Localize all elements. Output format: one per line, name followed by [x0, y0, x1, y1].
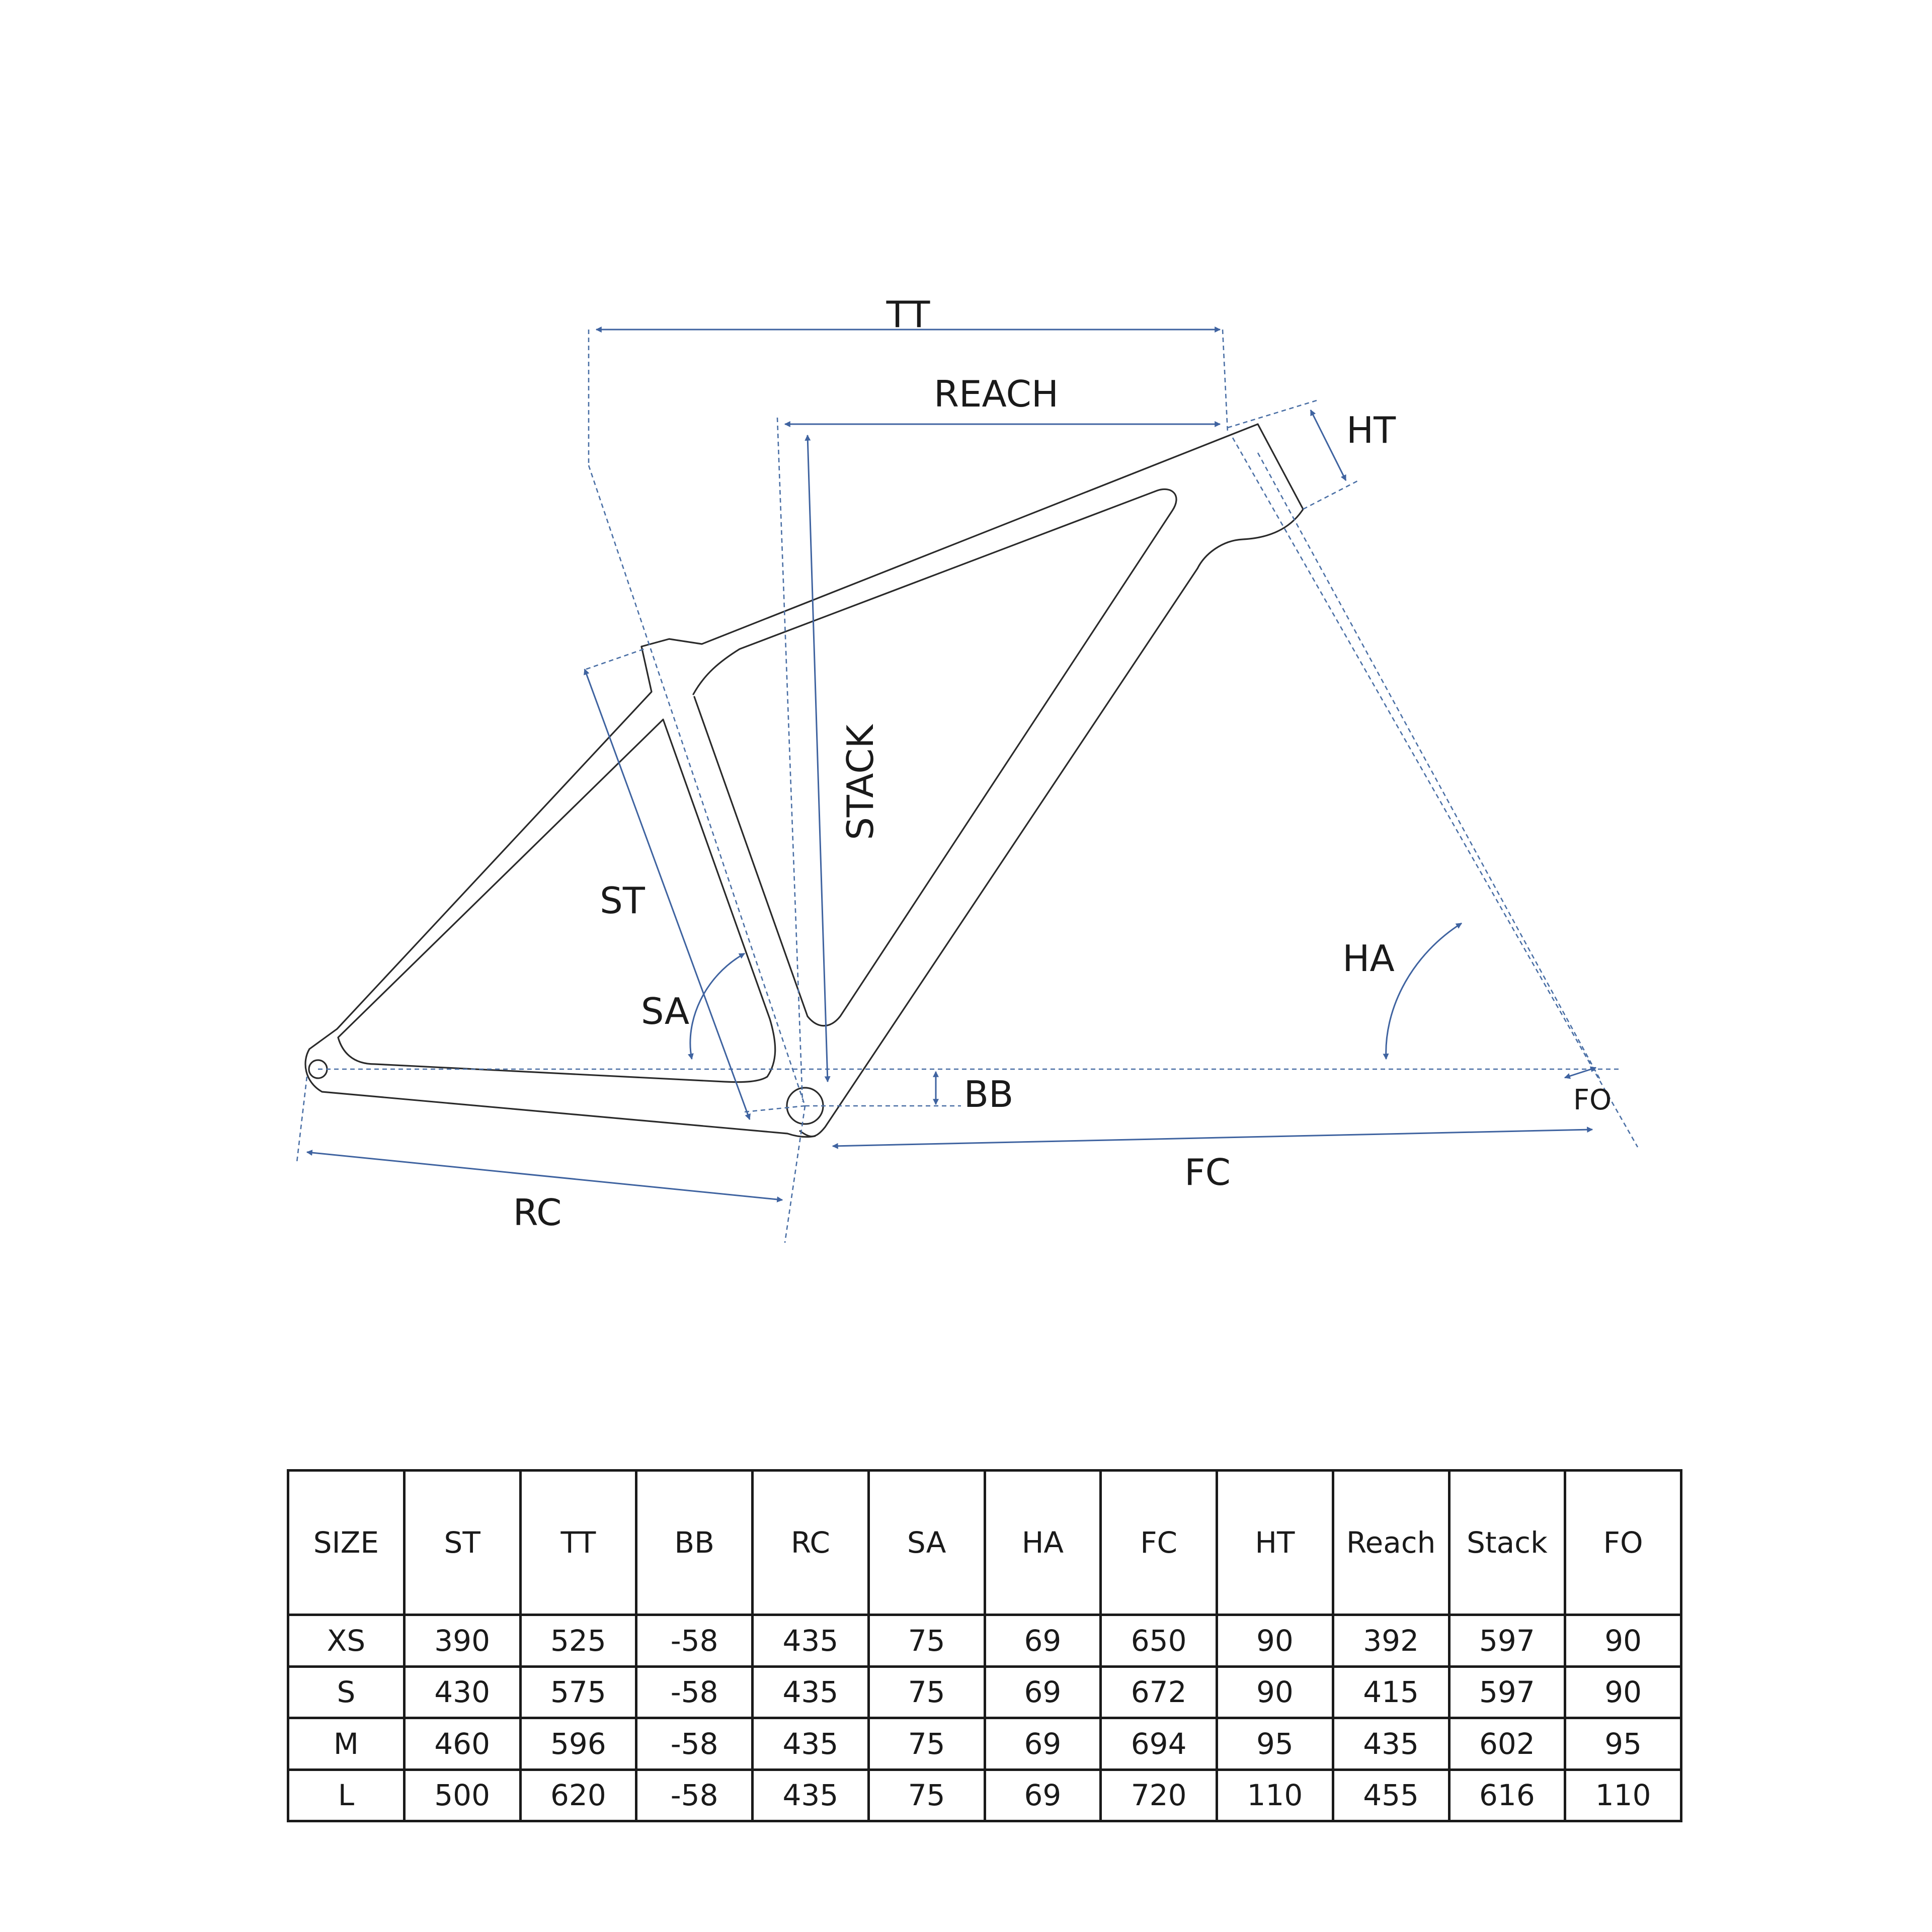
cell-sa: 75 — [868, 1718, 985, 1770]
cell-fo: 90 — [1565, 1666, 1681, 1718]
rc-right-guide — [785, 1106, 805, 1243]
cell-rc: 435 — [753, 1769, 869, 1821]
cell-stack: 597 — [1449, 1666, 1565, 1718]
cell-ht: 90 — [1217, 1666, 1333, 1718]
cell-bb: -58 — [636, 1769, 753, 1821]
reach-guide — [777, 418, 802, 1102]
dimension-arrows — [307, 330, 1596, 1200]
sa-arrow — [690, 953, 745, 1059]
main-triangle-inner — [693, 489, 1176, 1025]
dimension-labels — [513, 293, 1612, 1234]
cell-tt: 575 — [520, 1666, 636, 1718]
cell-fo: 90 — [1565, 1615, 1681, 1667]
cell-ht: 110 — [1217, 1769, 1333, 1821]
cell-reach: 415 — [1333, 1666, 1449, 1718]
header-ha: HA — [985, 1471, 1101, 1615]
seat-stay-inner — [338, 719, 775, 1082]
label-ha: HA — [1342, 937, 1395, 980]
header-fc: FC — [1101, 1471, 1217, 1615]
st-top-guide — [586, 649, 644, 669]
label-ht: HT — [1346, 409, 1396, 451]
cell-st: 460 — [404, 1718, 520, 1770]
cell-fc: 694 — [1101, 1718, 1217, 1770]
table-row — [288, 1769, 1681, 1821]
label-fo: FO — [1573, 1084, 1612, 1116]
table-row — [288, 1718, 1681, 1770]
label-st: ST — [600, 879, 645, 922]
cell-size: L — [288, 1769, 405, 1821]
header-stack: Stack — [1449, 1471, 1565, 1615]
down-tube-outer — [800, 569, 1197, 1137]
header-tt: TT — [520, 1471, 636, 1615]
header-st: ST — [404, 1471, 520, 1615]
cell-reach: 455 — [1333, 1769, 1449, 1821]
label-tt: TT — [886, 293, 930, 336]
cell-sa: 75 — [868, 1666, 985, 1718]
head-tube — [1197, 424, 1303, 569]
cell-ht: 90 — [1217, 1615, 1333, 1667]
header-reach: Reach — [1333, 1471, 1449, 1615]
table-row — [288, 1615, 1681, 1667]
cell-size: S — [288, 1666, 405, 1718]
ht-top-guide — [1228, 400, 1318, 428]
cell-stack: 616 — [1449, 1769, 1565, 1821]
header-sa: SA — [868, 1471, 985, 1615]
cell-tt: 525 — [520, 1615, 636, 1667]
cell-stack: 597 — [1449, 1615, 1565, 1667]
cell-fc: 720 — [1101, 1769, 1217, 1821]
label-stack: STACK — [839, 725, 881, 840]
label-reach: REACH — [934, 373, 1059, 415]
table-header-row — [288, 1471, 1681, 1615]
cell-st: 500 — [404, 1769, 520, 1821]
cell-bb: -58 — [636, 1718, 753, 1770]
header-rc: RC — [753, 1471, 869, 1615]
label-sa: SA — [640, 990, 690, 1032]
cell-rc: 435 — [753, 1666, 869, 1718]
fc-arrow — [833, 1130, 1592, 1146]
cell-ha: 69 — [985, 1769, 1101, 1821]
label-bb: BB — [963, 1073, 1014, 1115]
seat-tube-outer — [309, 647, 652, 1049]
rc-left-guide — [297, 1077, 307, 1162]
cell-sa: 75 — [868, 1615, 985, 1667]
ht-arrow — [1311, 410, 1346, 480]
cell-tt: 620 — [520, 1769, 636, 1821]
cell-size: XS — [288, 1615, 405, 1667]
header-bb: BB — [636, 1471, 753, 1615]
cell-ha: 69 — [985, 1615, 1101, 1667]
table-row — [288, 1666, 1681, 1718]
cell-st: 390 — [404, 1615, 520, 1667]
cell-rc: 435 — [753, 1718, 869, 1770]
label-rc: RC — [513, 1191, 562, 1234]
cell-bb: -58 — [636, 1666, 753, 1718]
cell-fo: 95 — [1565, 1718, 1681, 1770]
header-fo: FO — [1565, 1471, 1681, 1615]
cell-stack: 602 — [1449, 1718, 1565, 1770]
header-size: SIZE — [288, 1471, 405, 1615]
geometry-table — [287, 1469, 1682, 1822]
cell-fc: 672 — [1101, 1666, 1217, 1718]
steering-axis — [1233, 438, 1638, 1147]
fork-axis — [1258, 453, 1600, 1079]
ht-bottom-guide — [1303, 480, 1358, 509]
cell-reach: 392 — [1333, 1615, 1449, 1667]
cell-rc: 435 — [753, 1615, 869, 1667]
cell-ht: 95 — [1217, 1718, 1333, 1770]
cell-fo: 110 — [1565, 1769, 1681, 1821]
cell-bb: -58 — [636, 1615, 753, 1667]
top-tube-outer — [641, 424, 1258, 647]
cell-st: 430 — [404, 1666, 520, 1718]
cell-tt: 596 — [520, 1718, 636, 1770]
cell-ha: 69 — [985, 1666, 1101, 1718]
ha-arrow — [1386, 923, 1462, 1059]
cell-reach: 435 — [1333, 1718, 1449, 1770]
bike-frame — [305, 424, 1303, 1137]
tt-right-guide — [1223, 330, 1228, 433]
chain-stay — [305, 1049, 815, 1137]
header-ht: HT — [1217, 1471, 1333, 1615]
stack-arrow — [808, 435, 828, 1082]
cell-sa: 75 — [868, 1769, 985, 1821]
cell-ha: 69 — [985, 1718, 1101, 1770]
cell-fc: 650 — [1101, 1615, 1217, 1667]
st-bottom-guide — [745, 1106, 805, 1112]
cell-size: M — [288, 1718, 405, 1770]
label-fc: FC — [1184, 1151, 1231, 1193]
